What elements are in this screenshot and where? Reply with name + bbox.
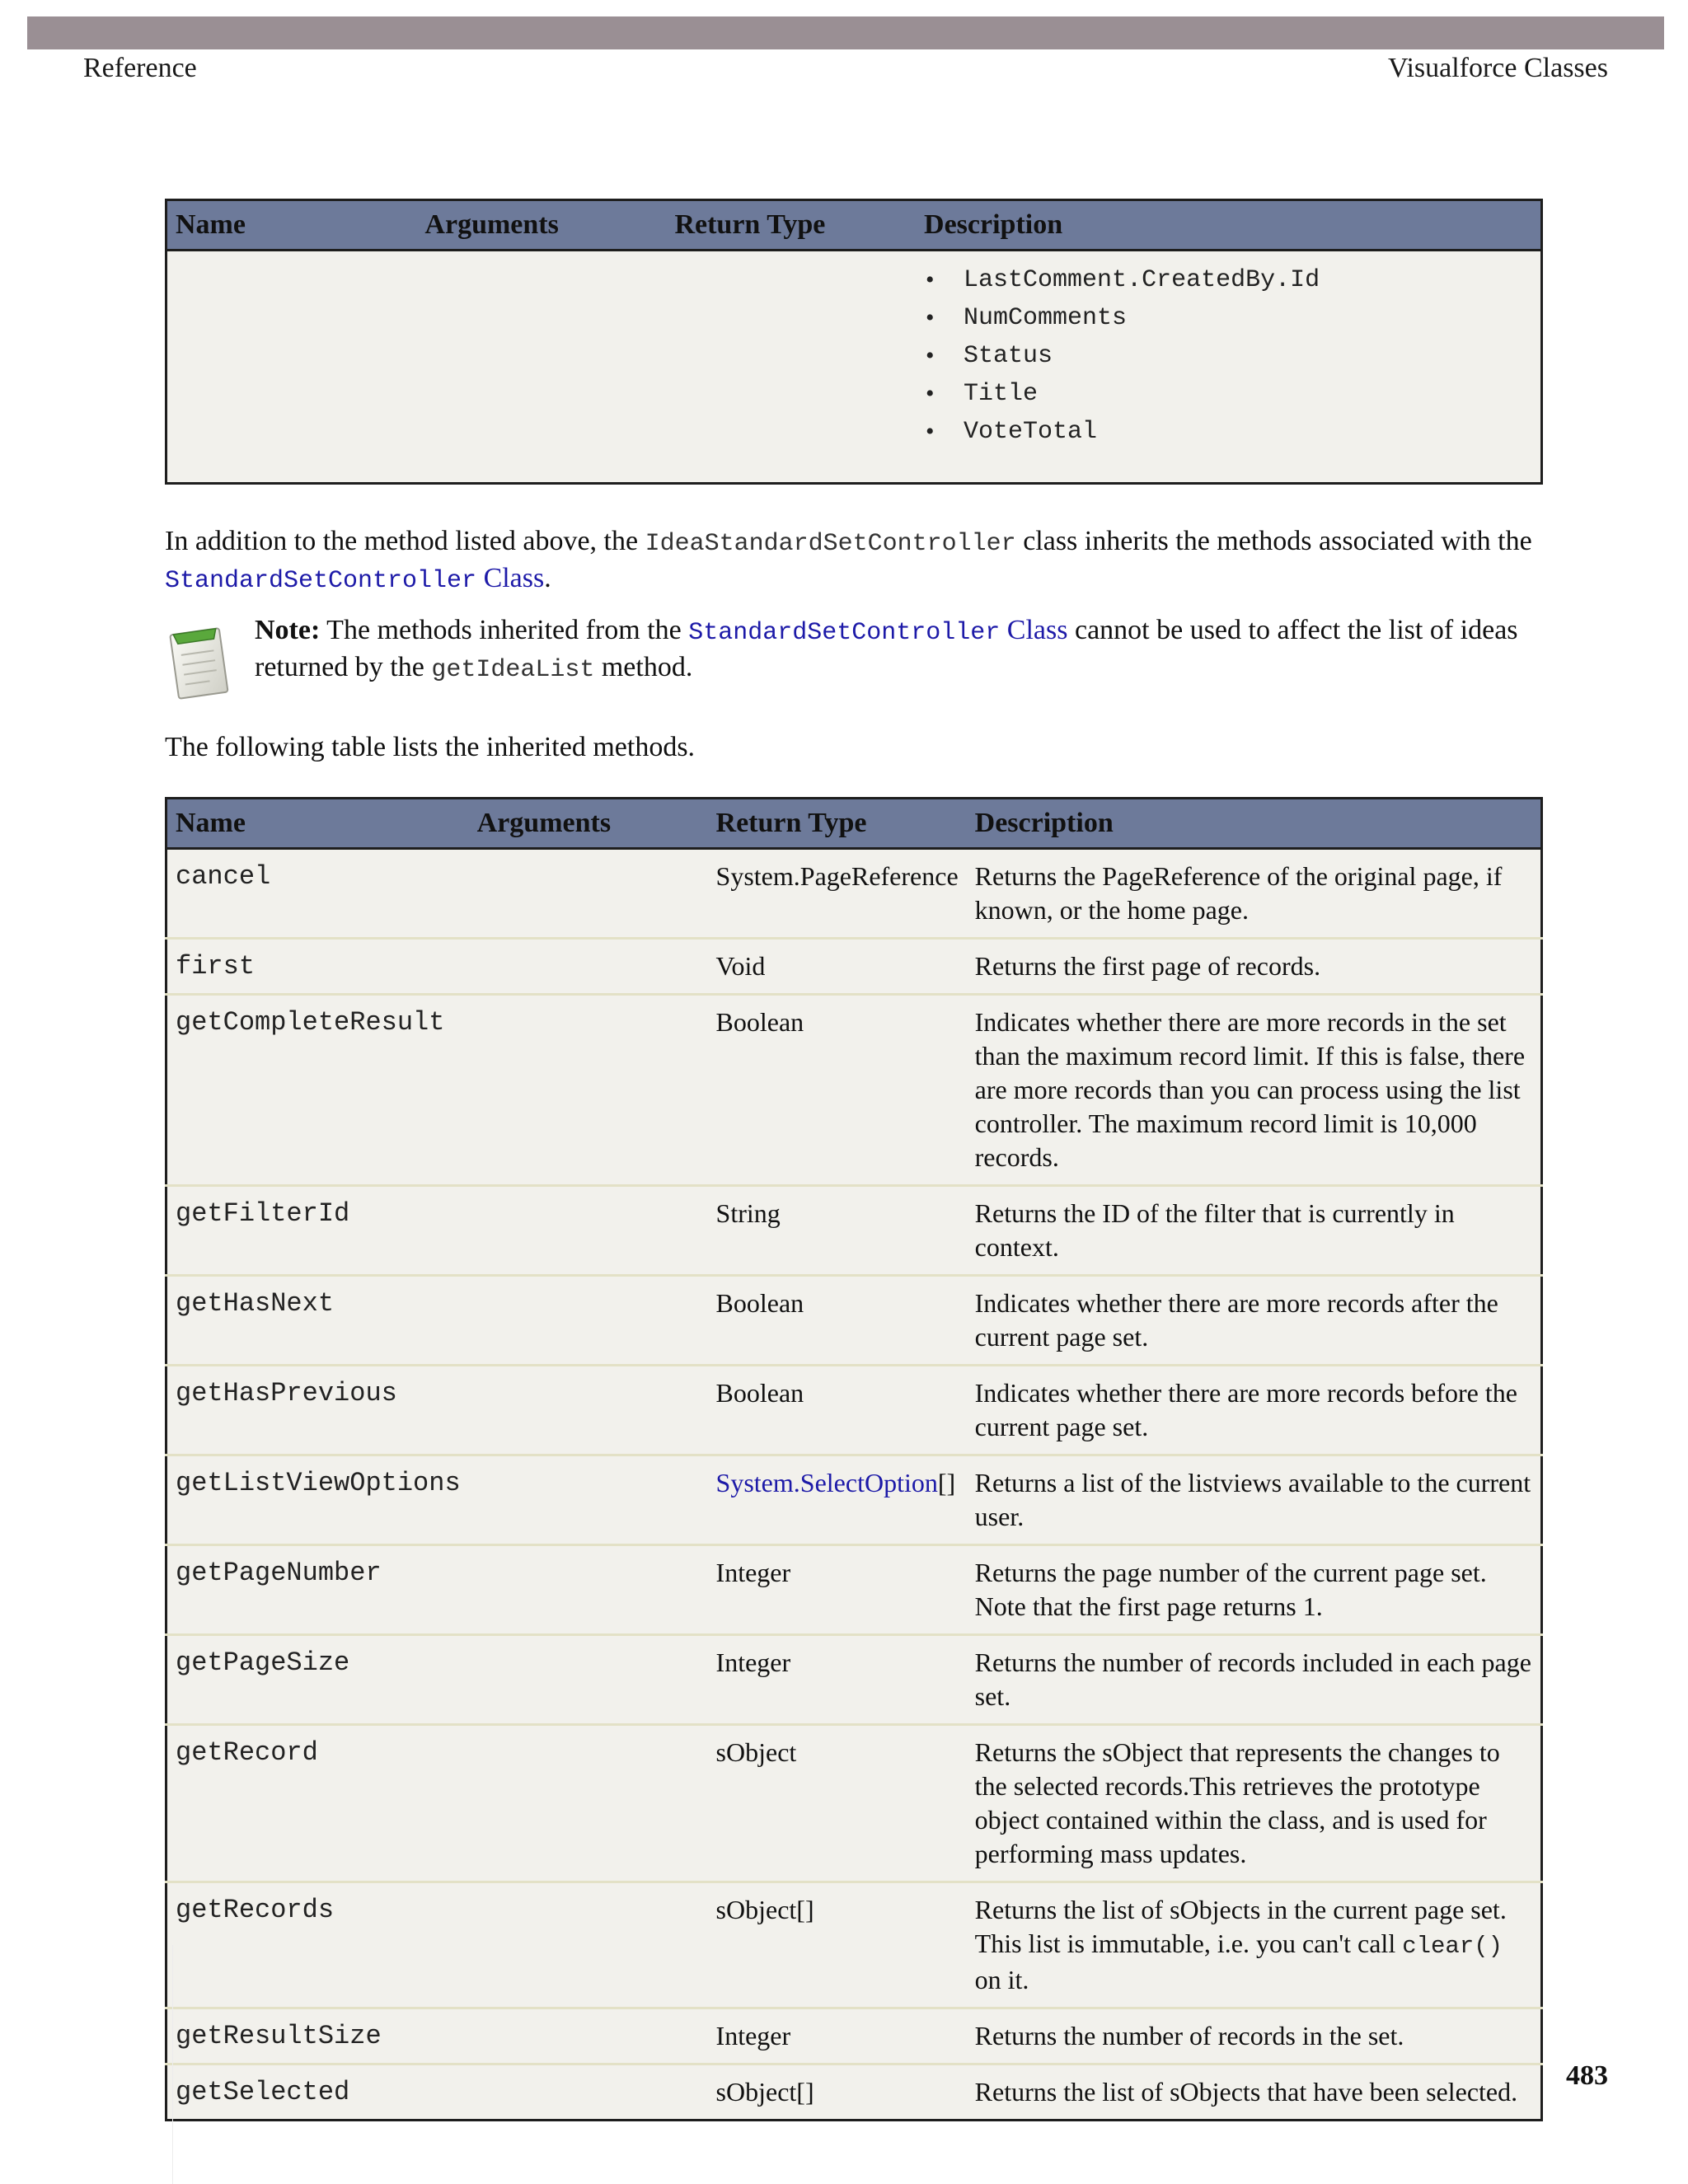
table-row (166, 1276, 1542, 1366)
method-return-type: String (708, 1186, 967, 1276)
table-row (166, 1455, 1542, 1545)
method-args (469, 939, 708, 995)
list-item: • VoteTotal (924, 413, 1532, 451)
method-name: first (166, 939, 469, 995)
running-head-left: Reference (83, 53, 197, 83)
column-header-arguments: Arguments (469, 799, 708, 849)
note-label: Note: (255, 615, 321, 645)
method-name: getHasPrevious (166, 1366, 469, 1455)
intro-paragraph (165, 524, 1550, 598)
table-row (166, 1725, 1542, 1882)
table-row (166, 1882, 1542, 2008)
method-return-type: System.PageReference (708, 849, 967, 939)
method-return-type: Integer (708, 1545, 967, 1635)
method-args (469, 995, 708, 1186)
method-description: Returns the number of records included in each page set. (967, 1635, 1542, 1725)
intro-text: . (544, 563, 551, 593)
table-intro: The following table lists the inherited methods. (165, 732, 696, 762)
table-row (166, 939, 1542, 995)
column-header-arguments: Arguments (416, 200, 666, 251)
method-return-type: Integer (708, 1635, 967, 1725)
method-args (469, 2064, 708, 2121)
method-code: getIdeaList (431, 656, 595, 684)
inherited-methods-table (165, 797, 1543, 2121)
method-description: Returns the ID of the filter that is currently in context. (967, 1186, 1542, 1276)
note-body: cannot be used to affect the list of ideas returned by the (255, 615, 1518, 682)
method-args (469, 1455, 708, 1545)
method-args (469, 1186, 708, 1276)
method-description: Indicates whether there are more records in the set than the maximum record limit. If this is false, there are more records than you can process using the list controller. The maximum record limit is 10,000 records. (967, 995, 1542, 1186)
link-text: Class (476, 563, 545, 593)
method-description: Returns the sObject that represents the changes to the selected records.This retrieves the prototype object contained within the class, and is used for performing mass updates. (967, 1725, 1542, 1882)
standardsetcontroller-link[interactable] (688, 615, 1067, 645)
column-header-return-type: Return Type (666, 200, 916, 251)
method-return-type: sObject[] (708, 1882, 967, 2008)
table-row (166, 1635, 1542, 1725)
method-description: Returns a list of the listviews available to the current user. (967, 1455, 1542, 1545)
table-row (166, 2008, 1542, 2064)
description-text: Returns the list of sObjects in the current page set. This list is immutable, i.e. you can't call (974, 1895, 1507, 1958)
method-name: getPageNumber (166, 1545, 469, 1635)
standardsetcontroller-link[interactable] (165, 563, 544, 593)
method-name: getSelected (176, 2077, 350, 2107)
table-row (166, 995, 1542, 1186)
method-description (967, 1882, 1542, 2008)
cell-name (166, 251, 417, 484)
list-item: • LastComment.CreatedBy.Id (924, 261, 1532, 299)
method-description: Returns the number of records in the set. (967, 2008, 1542, 2064)
method-description: Indicates whether there are more records after the current page set. (967, 1276, 1542, 1366)
table-row (166, 1366, 1542, 1455)
method-args (469, 849, 708, 939)
method-args (469, 1545, 708, 1635)
method-description: Returns the PageReference of the original page, if known, or the home page. (967, 849, 1542, 939)
method-description: Returns the page number of the current page set. Note that the first page returns 1. (967, 1545, 1542, 1635)
method-args (469, 1366, 708, 1455)
list-item: • Status (924, 337, 1532, 375)
method-args (469, 2008, 708, 2064)
method-return-type: sObject[] (715, 2077, 814, 2107)
cell-return-type (666, 251, 916, 484)
cell-description (916, 251, 1541, 484)
method-name: getResultSize (166, 2008, 469, 2064)
method-args (469, 1725, 708, 1882)
column-header-description: Description (967, 799, 1542, 849)
method-return-type: sObject (708, 1725, 967, 1882)
method-args (469, 1882, 708, 2008)
method-description: Returns the list of sObjects that have been selected. (974, 2077, 1518, 2107)
method-name: getFilterId (166, 1186, 469, 1276)
method-name: getRecords (166, 1882, 469, 2008)
method-name: getRecord (166, 1725, 469, 1882)
class-name-code: IdeaStandardSetController (645, 530, 1016, 558)
top-bar (27, 16, 1664, 49)
cell-arguments (416, 251, 666, 484)
column-header-name: Name (166, 799, 469, 849)
method-name: getPageSize (166, 1635, 469, 1725)
table-header-row (166, 200, 1542, 251)
list-item: • Title (924, 375, 1532, 413)
return-type-suffix: [] (937, 1468, 956, 1497)
running-head-right: Visualforce Classes (1387, 53, 1608, 83)
page-number: 483 (1566, 2060, 1608, 2091)
note-body: The methods inherited from the (320, 615, 689, 645)
note-text (255, 613, 1549, 687)
selectoption-link[interactable]: System.SelectOption (715, 1468, 938, 1497)
method-description: Indicates whether there are more records before the current page set. (967, 1366, 1542, 1455)
method-return-type: Void (708, 939, 967, 995)
note-icon (166, 620, 232, 702)
method-name: getCompleteResult (166, 995, 469, 1186)
field-list (924, 261, 1532, 451)
clear-code: clear() (1402, 1933, 1503, 1960)
description-text: on it. (974, 1965, 1029, 1994)
table-row (166, 251, 1542, 484)
method-return-type: Boolean (708, 1366, 967, 1455)
method-description: Returns the first page of records. (967, 939, 1542, 995)
intro-text: In addition to the method listed above, the (165, 526, 645, 556)
page-margin-line (172, 1945, 173, 2184)
table-row (166, 849, 1542, 939)
column-header-description: Description (916, 200, 1541, 251)
method-name: getHasNext (166, 1276, 469, 1366)
method-args (469, 1635, 708, 1725)
note-body: method. (594, 652, 693, 682)
link-code: StandardSetController (688, 619, 1001, 647)
column-header-name: Name (166, 200, 417, 251)
table-row (166, 1186, 1542, 1276)
link-code: StandardSetController (165, 567, 477, 595)
method-args (469, 1276, 708, 1366)
table-header-row (166, 799, 1542, 849)
column-header-return-type: Return Type (708, 799, 967, 849)
method-return-type: Boolean (708, 1276, 967, 1366)
method-return-type: Boolean (708, 995, 967, 1186)
intro-text: class inherits the methods associated with the (1015, 526, 1532, 556)
list-item: • NumComments (924, 299, 1532, 337)
method-name: getListViewOptions (166, 1455, 469, 1545)
continued-method-table (165, 199, 1543, 485)
table-row (166, 2064, 1542, 2121)
method-return-type: Integer (708, 2008, 967, 2064)
link-text: Class (1000, 615, 1068, 645)
method-return-type (708, 1455, 967, 1545)
method-name: cancel (166, 849, 469, 939)
table-row (166, 1545, 1542, 1635)
